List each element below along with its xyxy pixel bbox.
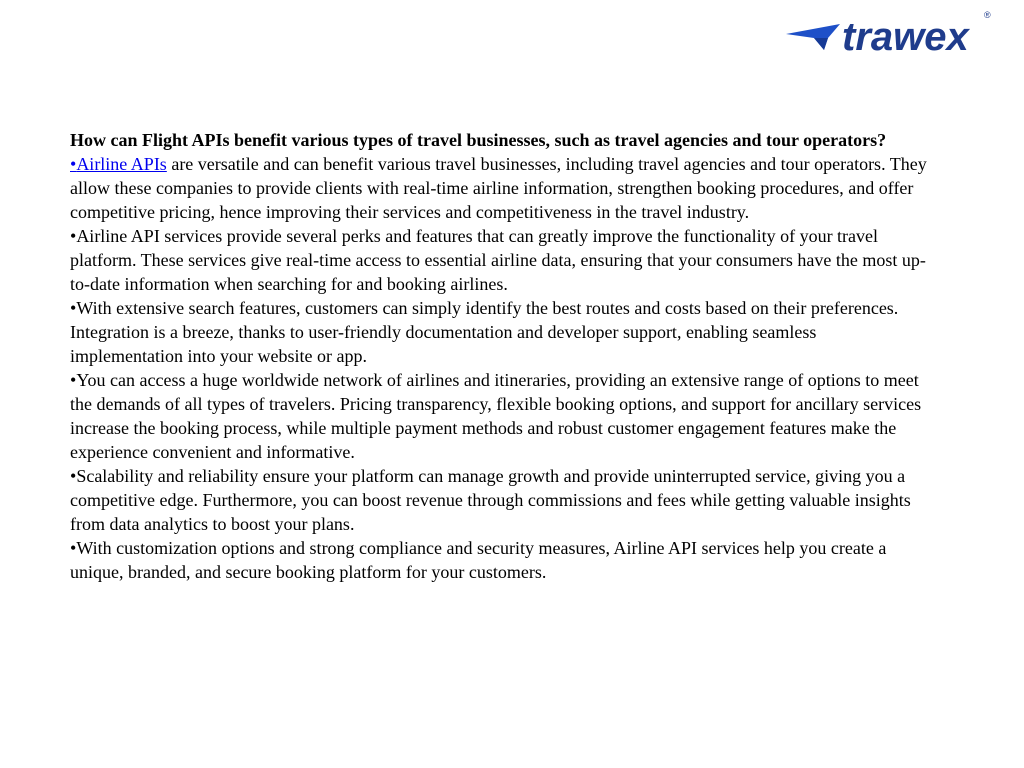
logo-wordmark: trawex — [842, 15, 969, 56]
paragraph-text: With customization options and strong compliance and security measures, Airline API services help you create a unique, branded, and secure booking platform for your customers. — [70, 538, 887, 582]
bullet-paragraph-4 — [70, 368, 930, 464]
paragraph-text: are versatile and can benefit various travel businesses, including travel agencies and tour operators. They allow these companies to provide clients with real-time airline information, strengthen booking procedures, and offer competitive pricing, hence improving their services and competitiveness in the travel industry. — [70, 154, 927, 222]
airline-apis-link[interactable]: Airline APIs — [76, 154, 167, 174]
logo-graphic — [784, 8, 1000, 56]
paragraph-text: You can access a huge worldwide network of airlines and itineraries, providing an extensive range of options to meet the demands of all types of travelers. Pricing transparency, flexible booking options, and support for ancillary services increase the booking process, while multiple payment methods and robust customer engagement features make the experience convenient and informative. — [70, 370, 922, 462]
bullet-paragraph-2 — [70, 224, 930, 296]
bullet-marker: • — [70, 370, 77, 390]
bullet-marker[interactable]: • — [70, 154, 77, 174]
paragraph-text: With extensive search features, customers can simply identify the best routes and costs based on their preferences. Integration is a breeze, thanks to user-friendly documentation and developer support, enabling seamless implementation into your website or app. — [70, 298, 899, 366]
arrow-plane-shadow-icon — [814, 38, 828, 50]
bullet-marker: • — [70, 298, 77, 318]
paragraph-text: Scalability and reliability ensure your platform can manage growth and provide uninterrupted service, giving you a competitive edge. Furthermore, you can boost revenue through commissions and fees while getting valuable insights from data analytics to boost your plans. — [70, 466, 911, 534]
bullet-paragraph-5 — [70, 464, 930, 536]
registered-mark: ® — [984, 10, 991, 20]
trawex-logo[interactable] — [784, 8, 1000, 56]
article-body — [70, 128, 930, 584]
bullet-paragraph-3 — [70, 296, 930, 368]
question-heading: How can Flight APIs benefit various types of travel businesses, such as travel agencies and tour operators? — [70, 130, 887, 150]
bullet-marker: • — [70, 538, 77, 558]
bullet-paragraph-1 — [70, 152, 930, 224]
arrow-plane-icon — [786, 24, 840, 50]
bullet-marker: • — [70, 226, 77, 246]
paragraph-text: Airline API services provide several perks and features that can greatly improve the functionality of your travel platform. These services give real-time access to essential airline data, ensuring that your consumers have the most up-to-date information when searching for and booking airlines. — [70, 226, 926, 294]
bullet-marker: • — [70, 466, 77, 486]
bullet-paragraph-6 — [70, 536, 930, 584]
